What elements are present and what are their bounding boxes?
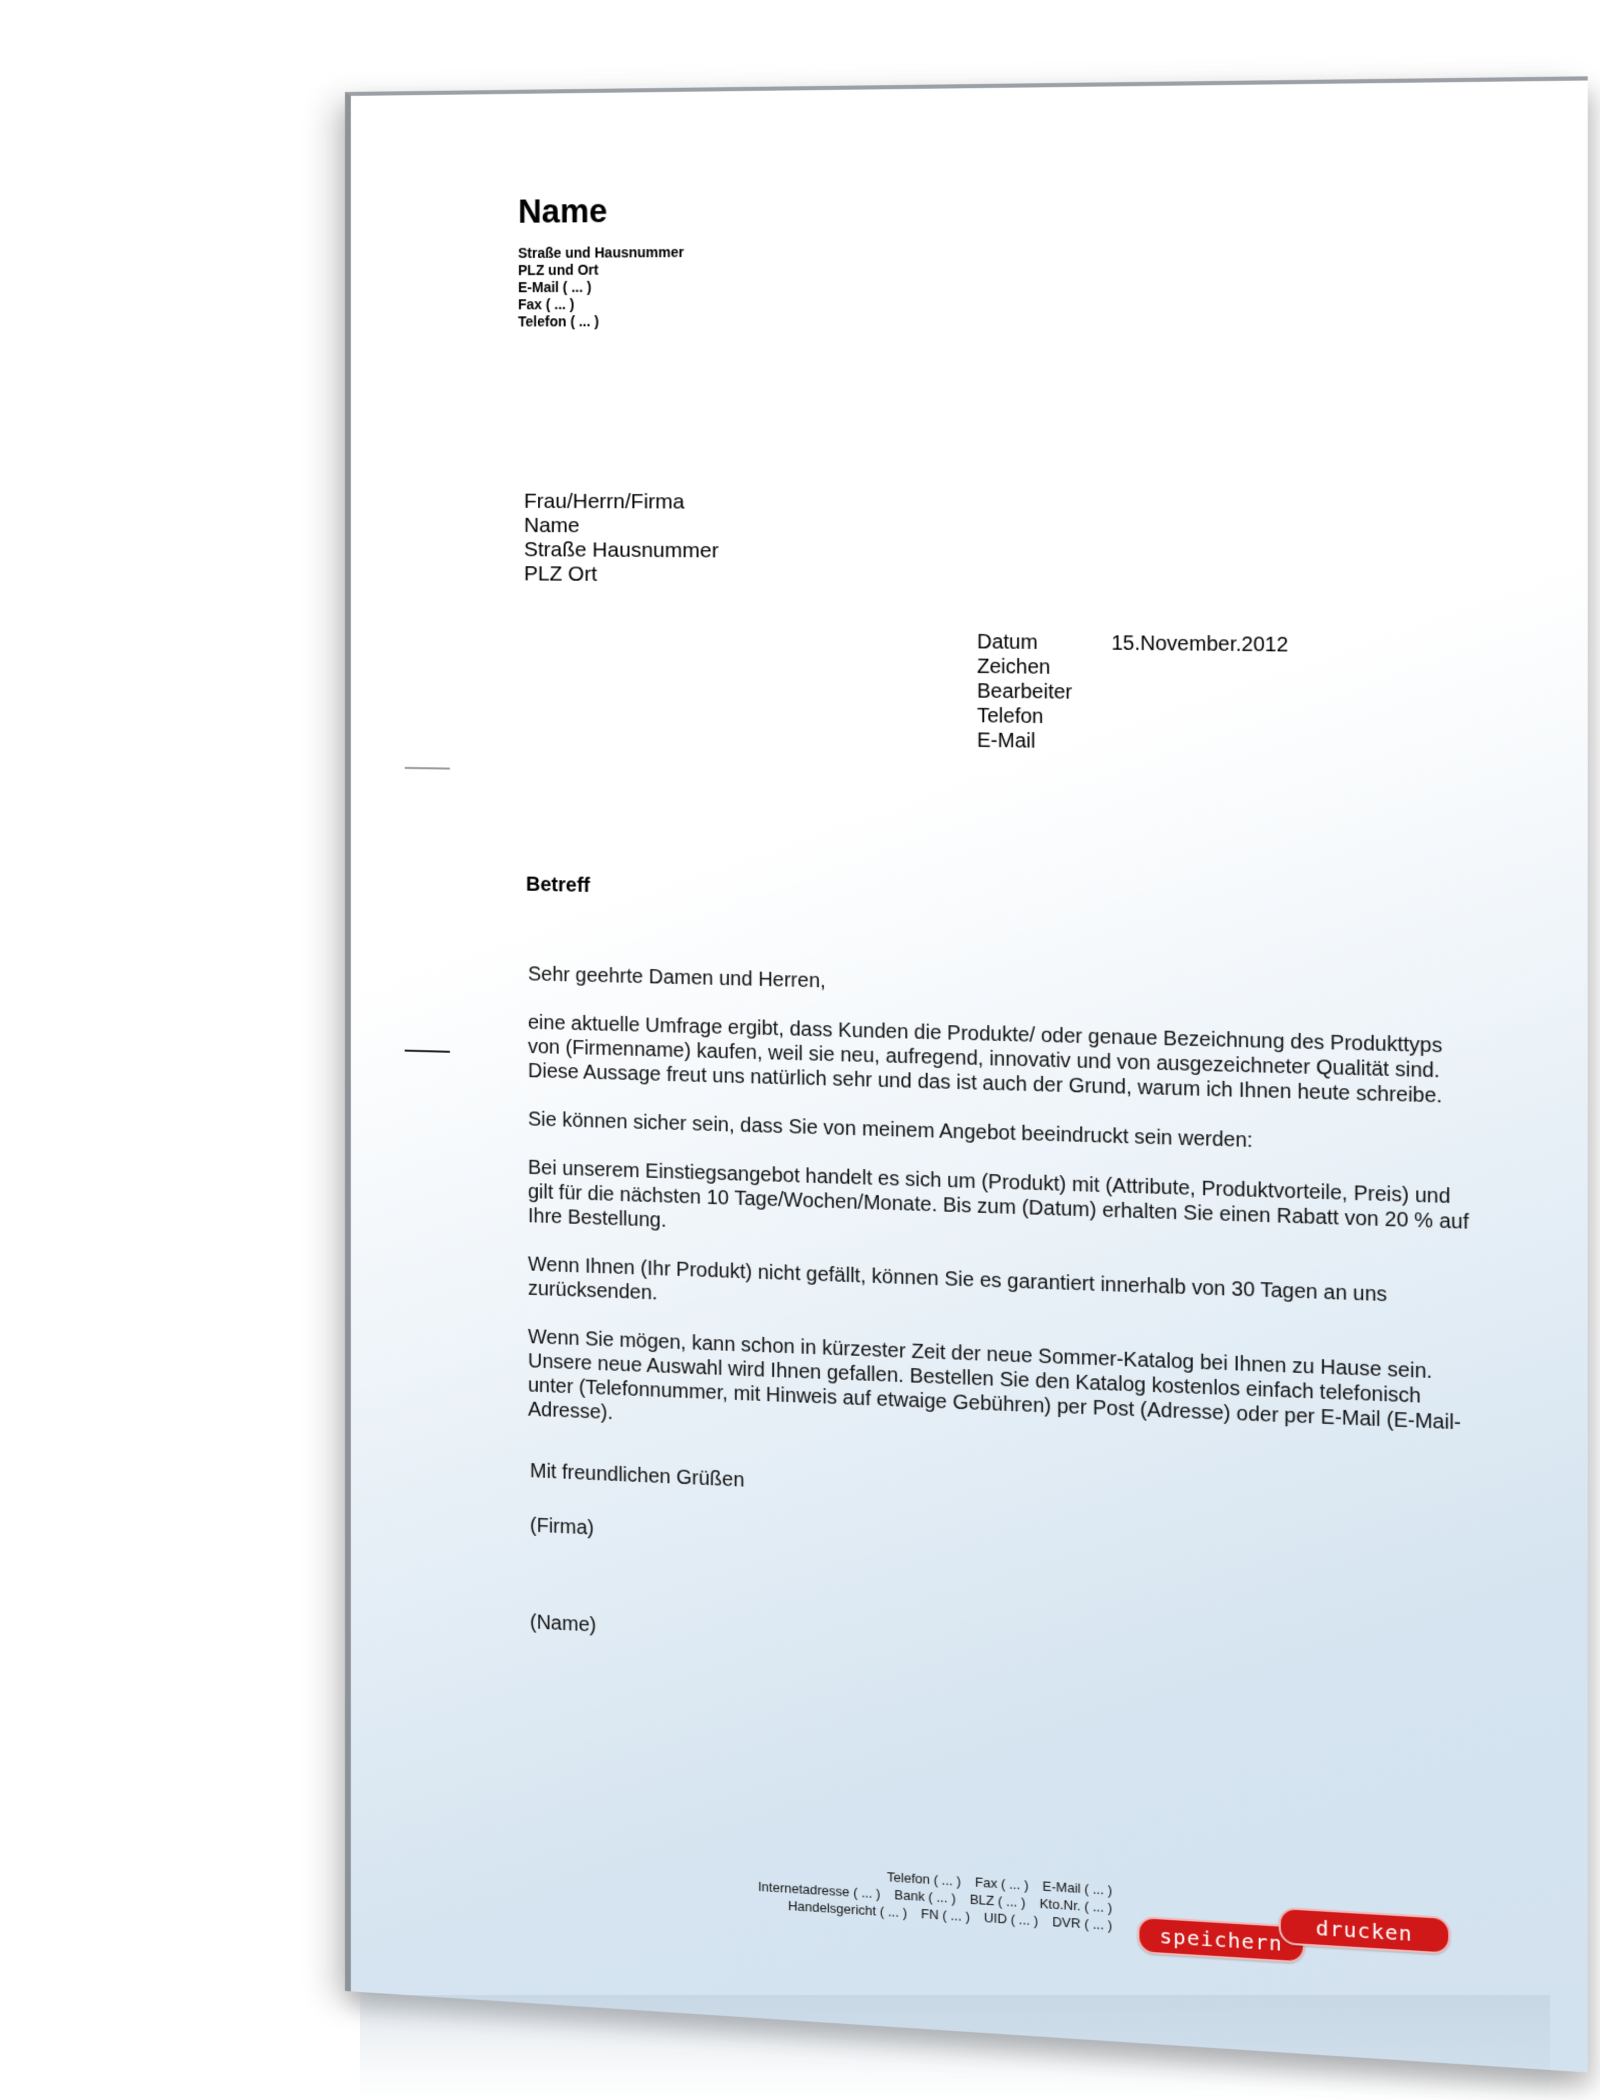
info-row-clerk [977, 679, 1288, 707]
sender-city: PLZ und Ort [518, 261, 599, 279]
sender-email: E-Mail ( ... ) [518, 278, 592, 296]
info-value-date: 15.November.2012 [1111, 632, 1289, 657]
save-button[interactable]: speichern [1137, 1916, 1305, 1964]
closing-block [530, 1459, 745, 1645]
footer-account: Kto.Nr. ( ... ) [1039, 1895, 1113, 1916]
letter-body [528, 962, 1475, 1486]
info-row-date [977, 630, 1288, 658]
subject-heading: Betreff [525, 873, 590, 897]
footer-email: E-Mail ( ... ) [1042, 1878, 1113, 1898]
footer-fax: Fax ( ... ) [974, 1874, 1029, 1893]
closing-greeting: Mit freundlichen Grüßen [529, 1460, 745, 1492]
recipient-street: Straße Hausnummer [523, 538, 719, 563]
body-paragraph: Wenn Ihnen (Ihr Produkt) nicht gefällt, können Sie es garantiert innerhalb von 30 Tagen an uns zurücksenden. [527, 1253, 1388, 1307]
footer-uid: UID ( ... ) [983, 1909, 1039, 1929]
sender-name: Name [518, 191, 608, 230]
footer-bank: Bank ( ... ) [894, 1886, 956, 1906]
salutation: Sehr geehrte Damen und Herren, [527, 963, 826, 993]
body-paragraph: Bei unserem Einstiegsangebot handelt es sich um (Produkt) mit (Attribute, Produktvorteile, Preis) und gilt für die nächsten 10 Tage/Wochen/Monate. Bis zum (Datum) erhalten Sie einen Rabatt von 20 % auf Ihre Bestellung. [527, 1156, 1469, 1234]
closing-signatory: (Name) [529, 1611, 597, 1637]
sender-street: Straße und Hausnummer [518, 243, 685, 262]
letter-page [345, 76, 1588, 2072]
footer-website: Internetadresse ( ... ) [758, 1878, 881, 1902]
fold-mark-middle [405, 1050, 450, 1053]
print-button[interactable]: drucken [1279, 1907, 1451, 1955]
info-label: Telefon [977, 704, 1044, 729]
footer-company-info [748, 1860, 1112, 1934]
body-paragraph: eine aktuelle Umfrage ergibt, dass Kunden die Produkte/ oder genaue Bezeichnung des Produkttyps von (Firmenname) kaufen, weil sie neu, aufregend, innovativ und von ausgezeichneter Qualität sind. Diese Aussage freut uns natürlich sehr und das ist auch der Grund, warum ich Ihnen heute schreibe. [527, 1011, 1443, 1108]
info-row-reference [977, 654, 1288, 682]
reference-info-block [977, 630, 1288, 758]
body-paragraph: Sie können sicher sein, dass Sie von meinem Angebot beeindruckt sein werden: [527, 1108, 1253, 1153]
recipient-salutation: Frau/Herrn/Firma [523, 489, 685, 514]
sender-phone: Telefon ( ... ) [518, 313, 599, 330]
sender-address-block [518, 244, 684, 331]
body-paragraph: Wenn Sie mögen, kann schon in kürzester Zeit der neue Sommer-Katalog bei Ihnen zu Hause sein. Unsere neue Auswahl wird Ihnen gefallen. Bestellen Sie den Katalog kostenlos einfach telefonisch unter (Telefonnummer, mit Hinweis auf etwaige Gebühren) per Post (Adresse) oder per E-Mail (E-Mail-Adresse). [527, 1325, 1462, 1435]
fold-mark-upper [405, 767, 450, 770]
info-label: E-Mail [977, 729, 1036, 753]
recipient-name: Name [523, 513, 580, 538]
closing-company: (Firma) [529, 1514, 594, 1540]
footer-phone: Telefon ( ... ) [887, 1869, 961, 1889]
footer-court: Handelsgericht ( ... ) [788, 1897, 908, 1921]
sender-fax: Fax ( ... ) [518, 296, 575, 313]
footer-fn: FN ( ... ) [920, 1905, 970, 1925]
footer-blz: BLZ ( ... ) [969, 1891, 1026, 1911]
page-reflection [360, 1995, 1550, 2100]
info-label: Datum [977, 630, 1038, 655]
info-label: Zeichen [977, 655, 1051, 679]
recipient-address-block [524, 490, 719, 588]
info-row-email [977, 728, 1288, 757]
recipient-city: PLZ Ort [523, 562, 598, 586]
info-label: Bearbeiter [977, 680, 1073, 704]
footer-dvr: DVR ( ... ) [1052, 1913, 1113, 1933]
